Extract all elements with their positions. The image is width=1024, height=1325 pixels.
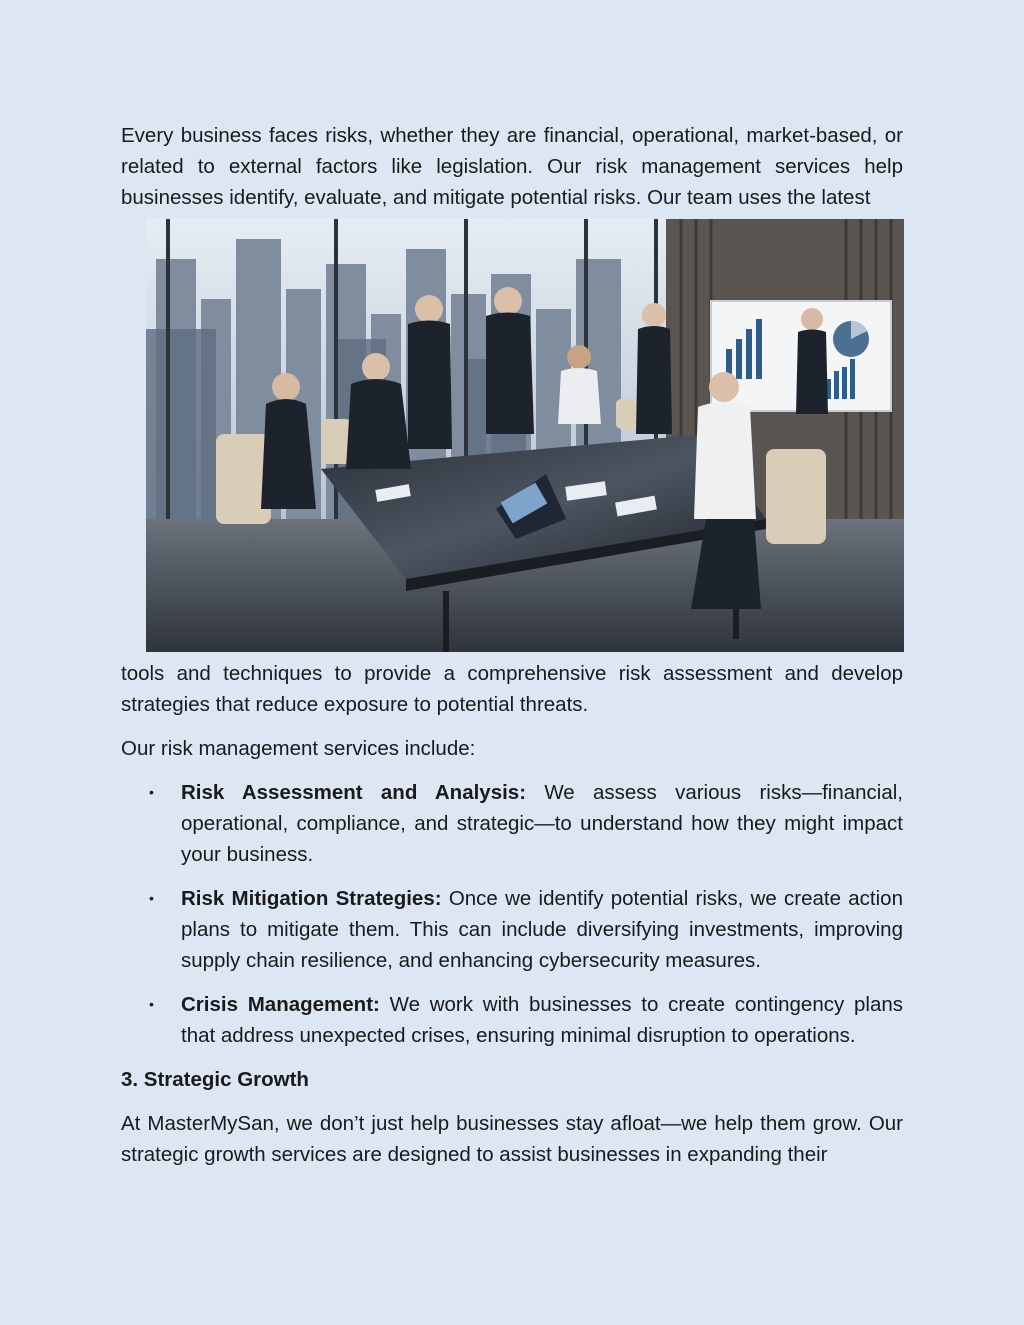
service-title: Risk Assessment and Analysis: <box>181 781 527 804</box>
boardroom-meeting-image <box>146 219 904 652</box>
continuation-paragraph: tools and techniques to provide a comprehensive risk assessment and develop strategies that reduce exposure to potential threats. <box>121 662 903 716</box>
growth-paragraph: At MasterMySan, we don’t just help businesses stay afloat—we help them grow. Our strategic growth services are designed to assist businesses in expanding their <box>121 1112 903 1166</box>
list-item <box>121 883 903 976</box>
list-item <box>121 989 903 1051</box>
list-item <box>121 777 903 870</box>
document-page <box>121 120 903 1170</box>
bullet-icon: • <box>149 890 154 906</box>
bullet-icon: • <box>149 996 154 1012</box>
service-description: Once we identify potential risks, we create action plans to mitigate them. This can include diversifying investments, improving supply chain resilience, and enhancing cybersecurity measures. <box>181 887 903 972</box>
service-description: We work with businesses to create contingency plans that address unexpected crises, ensuring minimal disruption to operations. <box>181 993 903 1047</box>
section-heading: 3. Strategic Growth <box>121 1068 309 1091</box>
intro-paragraph: Every business faces risks, whether they are financial, operational, market-based, or related to external factors like legislation. Our risk management services help businesses identify, evaluate, and mitigate potential risks. Our team uses the latest <box>121 124 903 209</box>
bullet-icon: • <box>149 784 154 800</box>
service-title: Crisis Management: <box>181 993 380 1016</box>
service-title: Risk Mitigation Strategies: <box>181 887 442 910</box>
service-description: We assess various risks—financial, operational, compliance, and strategic—to understand how they might impact your business. <box>181 781 903 866</box>
services-list <box>121 777 903 1051</box>
services-intro: Our risk management services include: <box>121 737 476 760</box>
